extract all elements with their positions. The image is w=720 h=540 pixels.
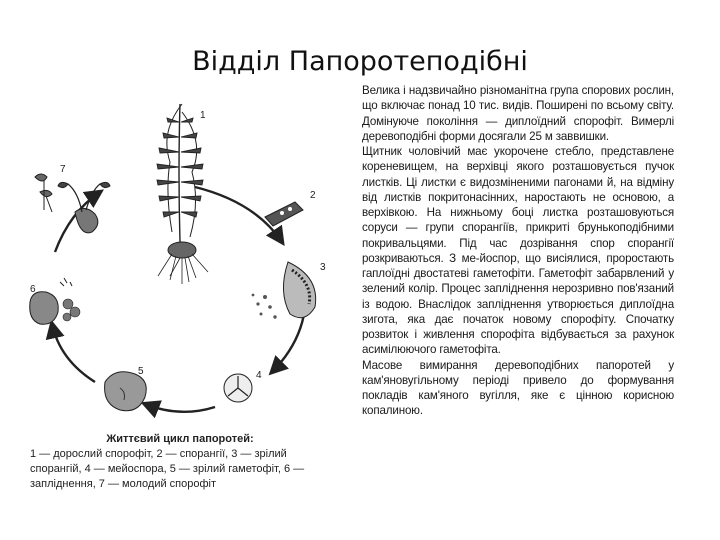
stage-number-3: 3 (320, 262, 326, 273)
stage-number-7: 7 (60, 164, 66, 175)
stage-number-5: 5 (138, 366, 144, 377)
young-sporophyte-drawing (35, 174, 110, 233)
fertilization-drawing (30, 278, 80, 324)
stage-number-6: 6 (30, 284, 36, 295)
description-text (362, 83, 674, 419)
stage-number-4: 4 (256, 370, 262, 381)
paragraph-male-fern: Щитник чоловічий має укорочене стебло, представлене кореневищем, на верхівці якого розташовується пучок листків. Ці листки є видозміненими пагонами й, на відміну від листків покритонасінних, наростають не основою, а верхівкою. На нижньому боці листка розташовуються соруси — групи спорангіїв, прикриті брунькоподібними покривальцями. Під час дозрівання спор спорангії розкриваються. З ме-йоспор, що висіялися, проростають гаплоїдні двостатеві гаметофіти. Гаметофіт забарвлений у зелений колір. Процес запліднення нерозривно пов'язаний із водою. Внаслідок запліднення утворюється диплоїдна зигота, яка дає початок новому спорофіту. Спочатку розвиток і живлення спорофіта відбувається за рахунок асимілюючого гаметофіта. (362, 145, 674, 357)
fern-life-cycle-figure (20, 92, 340, 422)
stage-number-1: 1 (200, 110, 206, 121)
gametophyte-drawing (105, 372, 147, 411)
meiospore-drawing (224, 374, 252, 402)
paragraph-extinction: Масове вимирання деревоподібних папоротей у кам'яновугільному періоді привело до формування покладів кам'яного вугілля, яке є цінною корисною копалиною. (362, 358, 674, 418)
figure-caption-title: Життєвий цикл папоротей: (106, 433, 254, 445)
paragraph-overview: Велика і надзвичайно різноманітна група спорових рослин, що включає понад 10 тис. видів. Поширені по всьому світу. Домінуюче покоління — диплоїдний спорофіт. Вимерлі деревоподібні форми досягали 25 м заввишки. (362, 84, 674, 143)
fern-life-cycle-diagram (20, 92, 340, 422)
stage-number-2: 2 (310, 190, 316, 201)
figure-caption-text: 1 — дорослий спорофіт, 2 — спорангії, 3 — зрілий спорангій, 4 — мейоспора, 5 — зрілий гаметофіт, 6 — запліднення, 7 — молодий спорофіт (30, 448, 305, 490)
mature-sporangium-drawing (252, 262, 316, 319)
figure-caption (30, 432, 330, 492)
sporangia-drawing (265, 202, 303, 226)
adult-sporophyte-drawing (157, 104, 208, 284)
slide-title: Відділ Папоротеподібні (192, 46, 528, 78)
